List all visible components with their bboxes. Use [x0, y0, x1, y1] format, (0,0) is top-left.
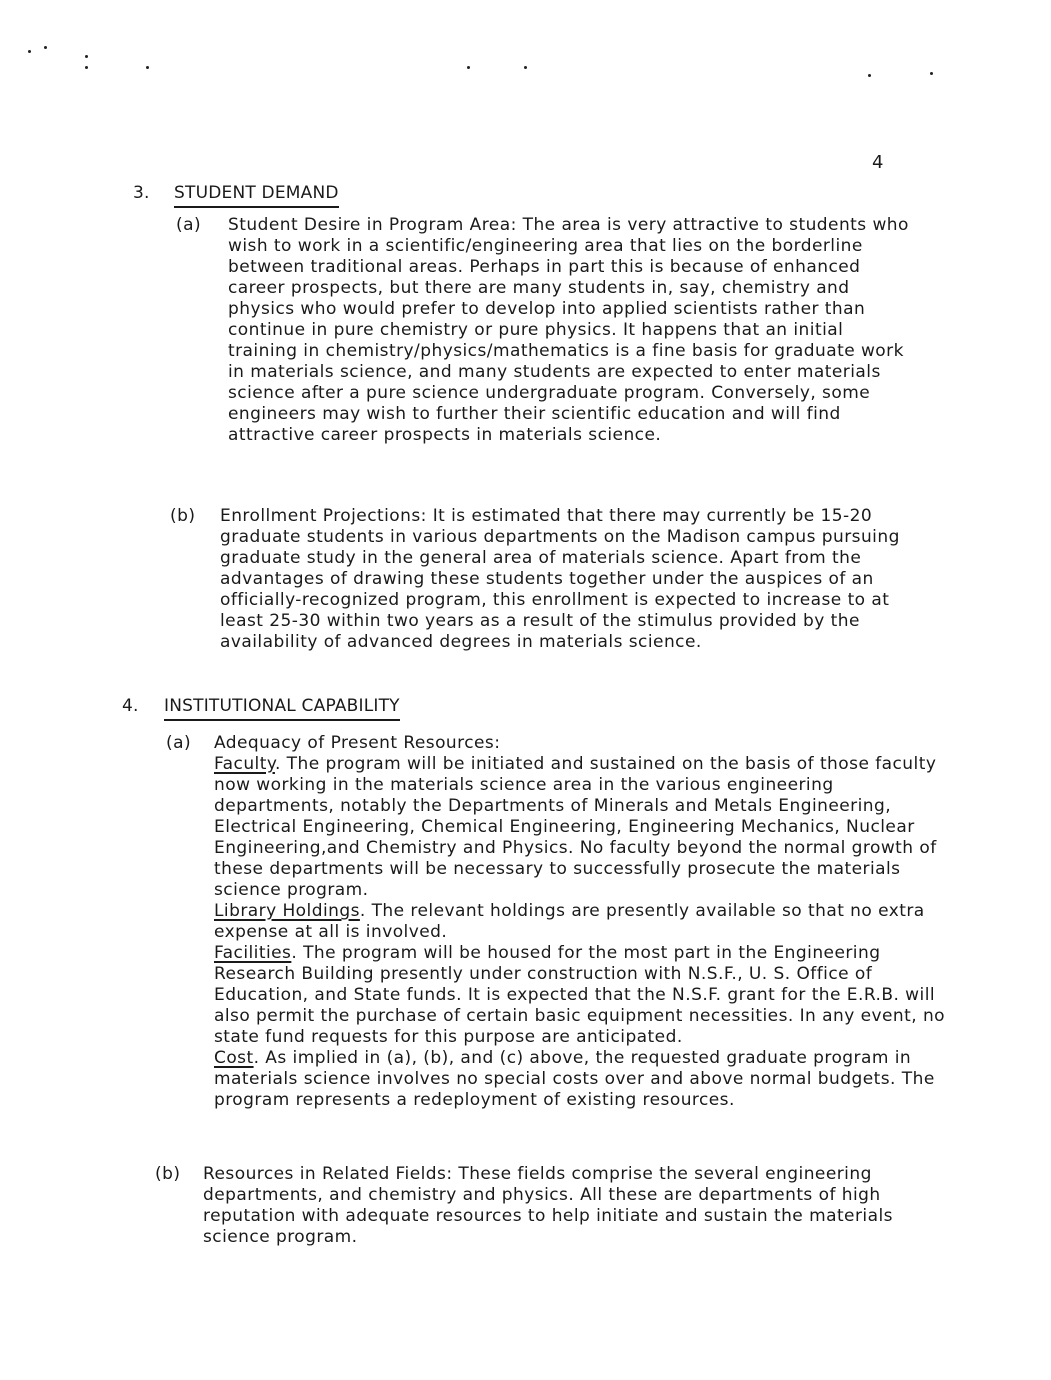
section-heading [122, 696, 442, 722]
section-number: 4. [122, 696, 139, 716]
scan-speck [467, 66, 470, 69]
subparagraph [214, 1048, 946, 1111]
scan-speck [930, 72, 933, 75]
subparagraph [214, 901, 946, 943]
paragraph-item [155, 1164, 915, 1264]
paragraph-text [214, 733, 946, 1111]
subparagraph-text: . The program will be housed for the most part in the Engineering Research Building presently under construction with N.S.F., U. S. Office of Education, and State funds. It is expected that the N.S.F. grant for the E.R.B. will also permit the purchase of certain basic equipment necessities. In any event, no state fund requests for this purpose are anticipated. [214, 943, 946, 1047]
item-label: (a) [166, 733, 192, 753]
section-heading [133, 183, 433, 209]
paragraph-text [220, 506, 920, 653]
paragraph-text [228, 215, 918, 446]
scan-speck [85, 66, 88, 69]
subparagraph-lead: Cost [214, 1048, 254, 1068]
subparagraph-lead: Faculty [214, 754, 275, 774]
paragraph-text [203, 1164, 903, 1248]
paragraph-body: Resources in Related Fields: These fields comprise the several engineering departments, and chemistry and physics. All these are departments of high reputation with adequate resources to help initiate and sustain the materials science program. [203, 1164, 893, 1247]
paragraph-body: Student Desire in Program Area: The area is very attractive to students who wish to work in a scientific/engineering area that lies on the borderline between traditional areas. Perhaps in part this is because of enhanced career prospects, but there are many students in, say, chemistry and physics who would prefer to develop into applied scientists rather than continue in pure chemistry or pure physics. It happens that an initial training in chemistry/physics/mathematics is a fine basis for graduate work in materials science, and many students are expected to enter materials science after a pure science undergraduate program. Conversely, some engineers may wish to further their scientific education and will find attractive career prospects in materials science. [228, 215, 909, 445]
scan-speck [44, 46, 47, 49]
subparagraph [214, 754, 946, 901]
subparagraph-lead: Facilities [214, 943, 292, 963]
subparagraph-text: . The relevant holdings are presently available so that no extra expense at all is involved. [214, 901, 925, 942]
section-number: 3. [133, 183, 150, 203]
paragraph-body: Enrollment Projections: It is estimated that there may currently be 15-20 graduate students in various departments on the Madison campus pursuing graduate study in the general area of materials science. Apart from the advantages of drawing these students together under the auspices of an officially-recognized program, this enrollment is expected to increase to at least 25-30 within two years as a result of the stimulus provided by the availability of advanced degrees in materials science. [220, 506, 900, 652]
page-number: 4 [872, 152, 884, 173]
paragraph-item [170, 506, 920, 681]
paragraph-heading: Adequacy of Present Resources: [214, 733, 501, 753]
scan-speck [28, 50, 31, 53]
subparagraph-lead: Library Holdings [214, 901, 360, 921]
scan-speck [524, 66, 527, 69]
paragraph-item [176, 215, 916, 495]
item-label: (a) [176, 215, 202, 235]
item-label: (b) [170, 506, 196, 526]
subparagraph-text: . As implied in (a), (b), and (c) above, the requested graduate program in materials science involves no special costs over and above normal budgets. The program represents a redeployment of existing resources. [214, 1048, 935, 1110]
item-label: (b) [155, 1164, 181, 1184]
scan-speck [868, 74, 871, 77]
scan-speck [85, 55, 88, 58]
paragraph-item [166, 733, 956, 1153]
section-title: INSTITUTIONAL CAPABILITY [164, 696, 400, 721]
subparagraph-text: . The program will be initiated and sustained on the basis of those faculty now working in the materials science area in the various engineering departments, notably the Departments of Minerals and Metals Engineering, Electrical Engineering, Chemical Engineering, Engineering Mechanics, Nuclear Engineering,and Chemistry and Physics. No faculty beyond the normal growth of these departments will be necessary to successfully prosecute the materials science program. [214, 754, 937, 900]
scan-speck [146, 66, 149, 69]
subparagraph [214, 943, 946, 1048]
section-title: STUDENT DEMAND [174, 183, 339, 208]
